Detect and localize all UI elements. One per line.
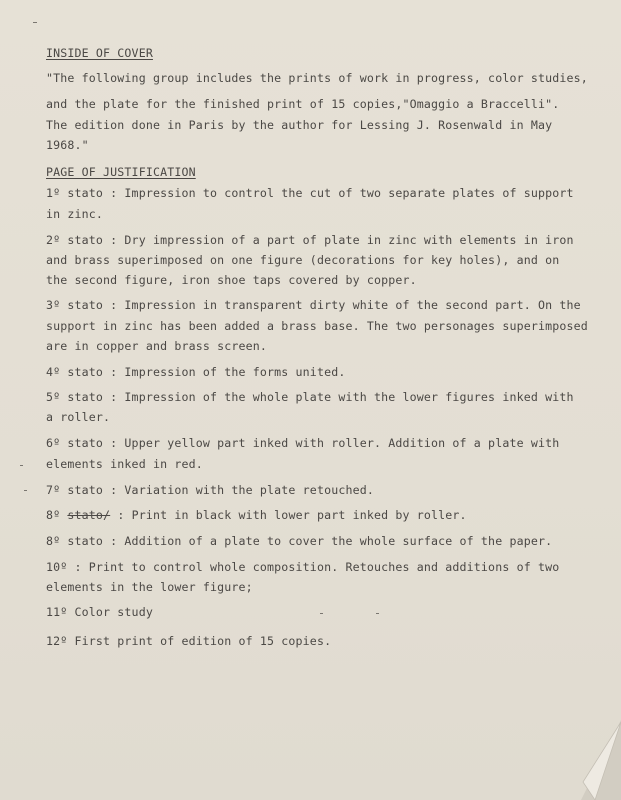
entry-8a-struck-word: stato/ xyxy=(67,508,111,522)
paper-mark xyxy=(33,22,37,23)
entry-8a-prefix: 8º xyxy=(46,508,61,522)
entry-5-line-2: a roller. xyxy=(46,410,111,424)
entry-4-line-1: 4º stato : Impression of the forms united. xyxy=(46,365,346,379)
entry-8b-line-1: 8º stato : Addition of a plate to cover the whole surface of the paper. xyxy=(46,534,553,548)
inside-cover-line-3: The edition done in Paris by the author for Lessing J. Rosenwald in May xyxy=(46,118,553,132)
entry-8a-rest: : Print in black with lower part inked by roller. xyxy=(110,508,467,522)
entry-1-line-1: 1º stato : Impression to control the cut of two separate plates of support xyxy=(46,186,574,200)
inside-cover-line-2: and the plate for the finished print of 15 copies,"Omaggio a Braccelli". xyxy=(46,97,560,111)
entry-10-line-1: 10º : Print to control whole composition. Retouches and additions of two xyxy=(46,560,560,574)
entry-3-line-1: 3º stato : Impression in transparent dirty white of the second part. On the xyxy=(46,298,581,312)
entry-2-line-1: 2º stato : Dry impression of a part of plate in zinc with elements in iron xyxy=(46,233,574,247)
inside-cover-heading: INSIDE OF COVER xyxy=(46,46,153,60)
entry-3-line-3: are in copper and brass screen. xyxy=(46,339,268,353)
entry-2-line-3: the second figure, iron shoe taps covered by copper. xyxy=(46,273,417,287)
entry-1-line-2: in zinc. xyxy=(46,207,104,221)
entry-12-line-1: 12º First print of edition of 15 copies. xyxy=(46,634,332,648)
paper-mark xyxy=(320,613,323,614)
entry-6-line-2: elements inked in red. xyxy=(46,457,203,471)
paper-mark xyxy=(24,490,27,491)
inside-cover-line-1: "The following group includes the prints of work in progress, color studies, xyxy=(46,71,588,85)
entry-6-line-1: 6º stato : Upper yellow part inked with roller. Addition of a plate with xyxy=(46,436,560,450)
paper-mark xyxy=(20,465,23,466)
entry-5-line-1: 5º stato : Impression of the whole plate with the lower figures inked with xyxy=(46,390,574,404)
entry-2-line-2: and brass superimposed on one figure (decorations for key holes), and on xyxy=(46,253,560,267)
entry-7-line-1: 7º stato : Variation with the plate retouched. xyxy=(46,483,374,497)
folded-corner xyxy=(581,720,621,800)
entry-10-line-2: elements in the lower figure; xyxy=(46,580,253,594)
inside-cover-line-4: 1968." xyxy=(46,138,89,152)
paper-mark xyxy=(376,613,379,614)
justification-heading: PAGE OF JUSTIFICATION xyxy=(46,165,196,179)
entry-8a-line xyxy=(46,510,467,522)
entry-3-line-2: support in zinc has been added a brass base. The two personages superimposed xyxy=(46,319,588,333)
entry-11-line-1: 11º Color study xyxy=(46,605,153,619)
